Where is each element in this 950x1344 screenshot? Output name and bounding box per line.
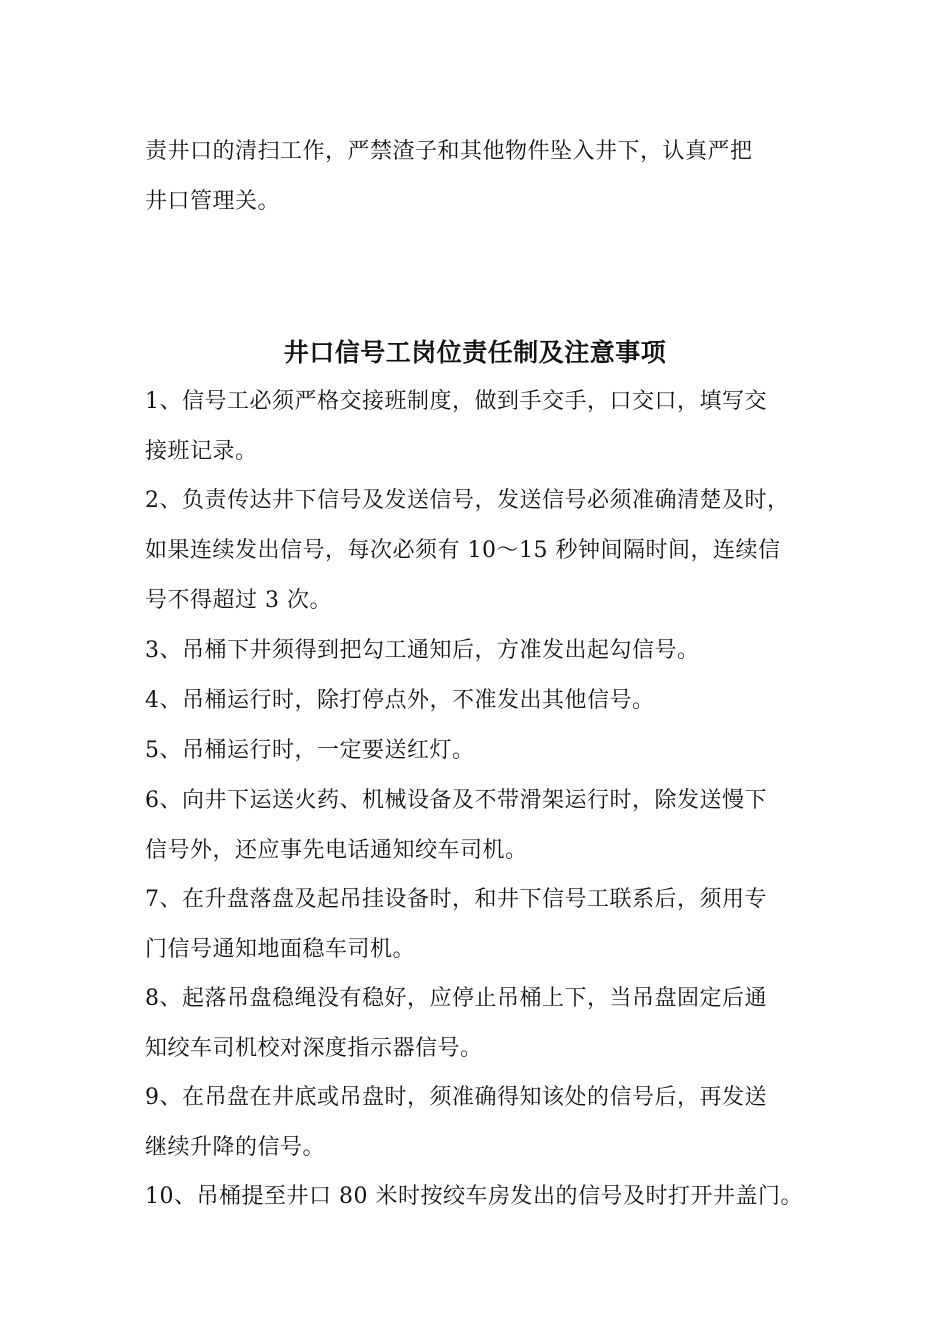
item-line: 5、吊桶运行时，一定要送红灯。 xyxy=(145,738,475,763)
item-3 xyxy=(145,626,825,676)
intro-line: 井口管理关。 xyxy=(145,189,281,214)
item-line: 7、在升盘落盘及起吊挂设备时，和井下信号工联系后，须用专 xyxy=(145,887,767,912)
intro-paragraph xyxy=(145,127,825,227)
item-line: 4、吊桶运行时，除打停点外，不准发出其他信号。 xyxy=(145,688,655,713)
item-4 xyxy=(145,676,825,726)
item-line: 知绞车司机校对深度指示器信号。 xyxy=(145,1036,483,1061)
item-line: 9、在吊盘在井底或吊盘时，须准确得知该处的信号后，再发送 xyxy=(145,1085,767,1110)
item-line: 2、负责传达井下信号及发送信号，发送信号必须准确清楚及时， xyxy=(145,488,790,513)
item-5 xyxy=(145,726,825,776)
item-line: 10、吊桶提至井口 80 米时按绞车房发出的信号及时打开井盖门。 xyxy=(145,1184,803,1209)
item-line: 号不得超过 3 次。 xyxy=(145,588,332,613)
item-line: 6、向井下运送火药、机械设备及不带滑架运行时，除发送慢下 xyxy=(145,788,767,813)
item-line: 门信号通知地面稳车司机。 xyxy=(145,937,416,962)
item-9 xyxy=(145,1073,825,1173)
page-title: 井口信号工岗位责任制及注意事项 xyxy=(283,338,667,367)
item-2 xyxy=(145,476,825,626)
item-line: 接班记录。 xyxy=(145,439,258,464)
intro-line: 责井口的清扫工作，严禁渣子和其他物件坠入井下，认真严把 xyxy=(145,139,753,164)
item-line: 8、起落吊盘稳绳没有稳好，应停止吊桶上下，当吊盘固定后通 xyxy=(145,986,767,1011)
item-line: 继续升降的信号。 xyxy=(145,1135,326,1160)
item-6 xyxy=(145,776,825,876)
item-line: 1、信号工必须严格交接班制度，做到手交手，口交口，填写交 xyxy=(145,389,767,414)
item-7 xyxy=(145,875,825,975)
item-line: 3、吊桶下井须得到把勾工通知后，方准发出起勾信号。 xyxy=(145,638,700,663)
item-8 xyxy=(145,974,825,1074)
item-line: 如果连续发出信号，每次必须有 10～15 秒钟间隔时间，连续信 xyxy=(145,538,781,563)
item-line: 信号外，还应事先电话通知绞车司机。 xyxy=(145,838,528,863)
item-1 xyxy=(145,377,825,477)
item-10 xyxy=(145,1172,825,1222)
